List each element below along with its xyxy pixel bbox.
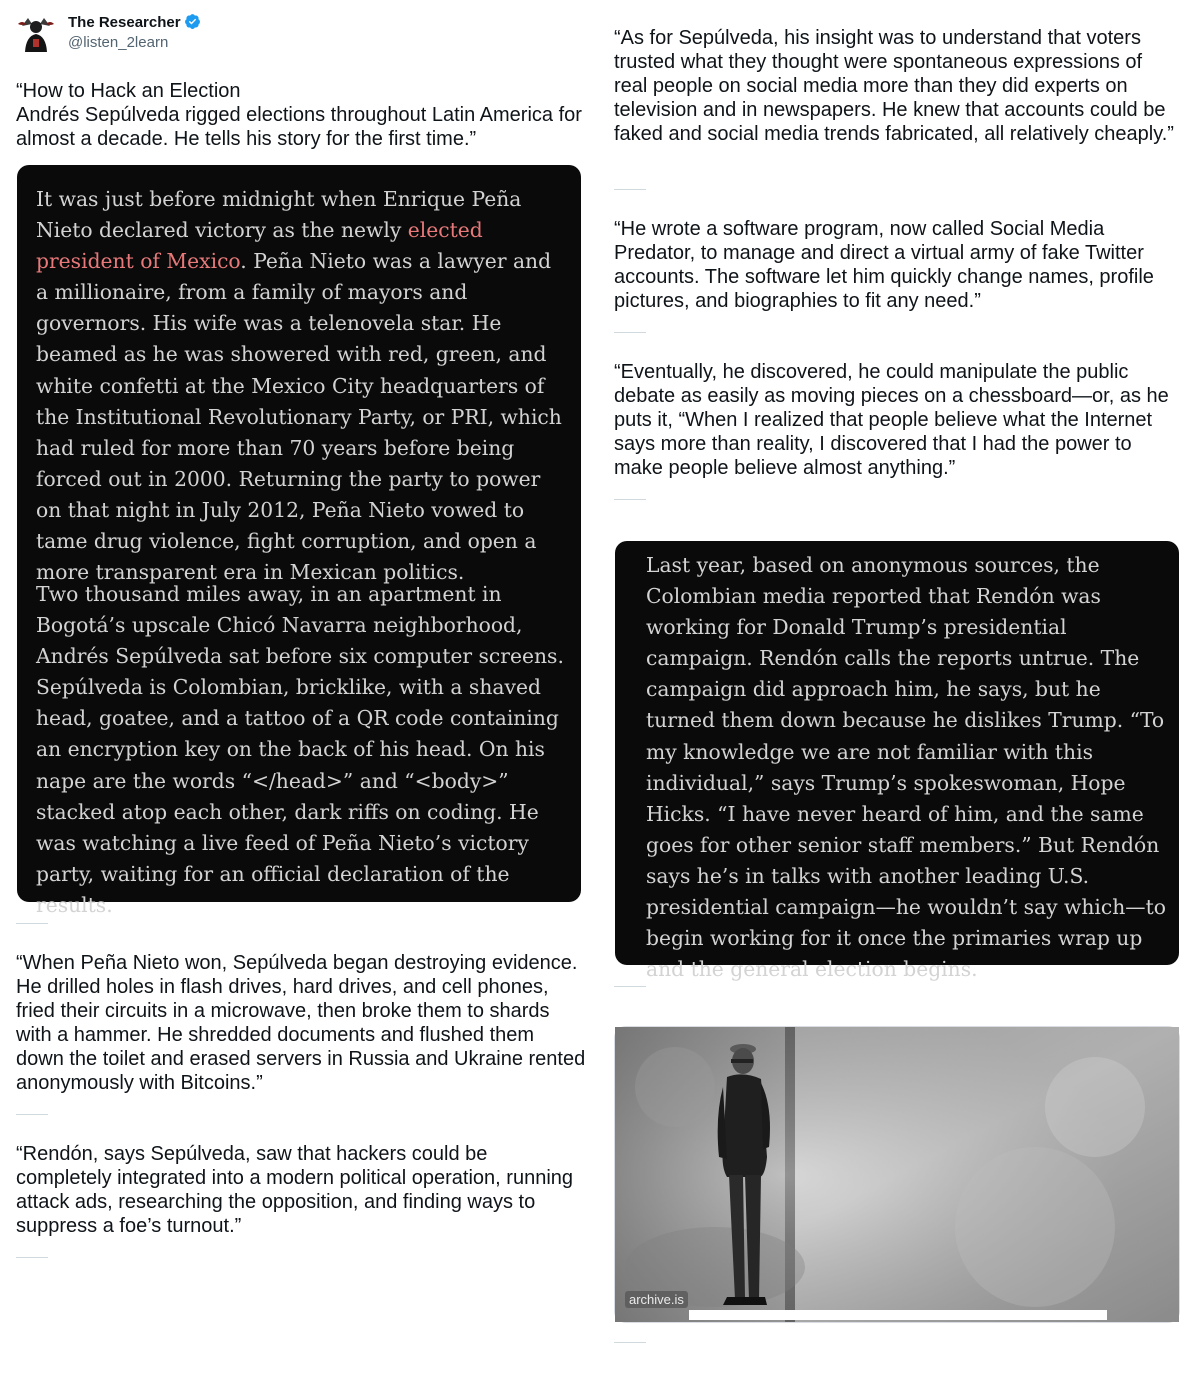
photo-man-against-wall — [615, 1027, 1179, 1322]
author-handle[interactable]: @listen_2learn — [68, 34, 169, 51]
tweet-rendon-text: “Rendón, says Sepúlveda, saw that hackers could be completely integrated into a modern political operation, running attack ads, researching the opposition, and finding ways to suppress a foe’s turnout.” — [16, 1143, 579, 1237]
verified-badge-icon — [184, 13, 201, 34]
thread-separator — [614, 189, 646, 190]
tweet-intro-text: “How to Hack an Election Andrés Sepúlveda rigged elections throughout Latin America for almost a decade. He tells his story for the first time.” — [16, 80, 582, 150]
thread-separator — [614, 332, 646, 333]
article-paragraph-1-text: It was just before midnight when Enrique Peña Nieto declared victory as the newly — [36, 187, 522, 243]
article-excerpt-card-2[interactable] — [615, 541, 1179, 982]
tweet-author-header — [16, 12, 316, 56]
thread-separator — [16, 923, 48, 924]
article-link-elected-president[interactable]: elected president of Mexico — [36, 218, 483, 274]
image-loading-bar — [689, 1310, 1107, 1320]
tweet-insight-text: “As for Sepúlveda, his insight was to understand that voters trusted what they thought were spontaneous expressions of real people on social media more than they did experts on television and in newspapers. He knew that accounts could be faked and social media trends fabricated, all relatively cheaply.” — [614, 27, 1174, 145]
article-paragraph-2: Two thousand miles away, in an apartment in Bogotá’s upscale Chicó Navarra neighborhood, Andrés Sepúlveda sat before six computer screens. Sepúlveda is Colombian, bricklike, with a shaved head, goatee, and a tattoo of a QR code containing an encryption key on the back of his head. On his nape are the words “</head>” and “<body>” stacked atop each other, dark riffs on coding. He was watching a live feed of Peña Nieto’s victory party, waiting for an official declaration of the results. — [36, 582, 564, 917]
tweet-chessboard-text: “Eventually, he discovered, he could manipulate the public debate as easily as moving pieces on a chessboard—or, as he puts it, “When I realized that people believe what the Internet says more than reality, I discovered that I had the power to make people believe almost anything.” — [614, 361, 1175, 479]
tweet-software-text: “He wrote a software program, now called Social Media Predator, to manage and direct a virtual army of fake Twitter accounts. The software let him quickly change names, profile pictures, and biographies to fit any need.” — [614, 218, 1160, 312]
thread-separator — [16, 1257, 48, 1258]
avatar-image — [16, 12, 56, 52]
thread-separator — [614, 499, 646, 500]
article-paragraph-1 — [36, 184, 566, 588]
thread-separator — [614, 1342, 646, 1343]
article-photo[interactable] — [614, 1026, 1180, 1323]
tweet-destroying-evidence-text: “When Peña Nieto won, Sepúlveda began destroying evidence. He drilled holes in flash drives, hard drives, and cell phones, fried their circuits in a microwave, then broke them to shards with a hammer. He shredded documents and flushed them down the toilet and erased servers in Russia and Ukraine rented anonymously with Bitcoins.” — [16, 952, 591, 1094]
archive-source-label[interactable]: archive.is — [625, 1291, 688, 1308]
author-name[interactable] — [68, 13, 201, 34]
avatar[interactable] — [16, 12, 56, 52]
article-paragraph-1-text-cont: . Peña Nieto was a lawyer and a millionaire, from a family of mayors and governors. His wife was a telenovela star. He beamed as he was showered with red, green, and white confetti at the Mexico City headquarters of the Institutional Revolutionary Party, or PRI, which had ruled for more than 70 years before being forced out in 2000. Returning the party to power on that night in July 2012, Peña Nieto vowed to tame drug violence, fight corruption, and open a more transparent era in Mexican politics. — [36, 249, 562, 585]
thread-separator — [614, 986, 646, 987]
author-display-name[interactable]: The Researcher — [68, 14, 181, 31]
article-paragraph-rendon: Last year, based on anonymous sources, the Colombian media reported that Rendón was working for Donald Trump’s presidential campaign. Rendón calls the reports untrue. The campaign did approach him, he says, but he turned them down because he dislikes Trump. “To my knowledge we are not familiar with this individual,” says Trump’s spokeswoman, Hope Hicks. “I have never heard of him, and the same goes for other senior staff members.” But Rendón says he’s in talks with another leading U.S. presidential campaign—he wouldn’t say which—to begin working for it once the primaries wrap up and the general election begins. — [646, 553, 1166, 982]
thread-separator — [16, 1114, 48, 1115]
article-excerpt-card[interactable] — [17, 165, 581, 917]
